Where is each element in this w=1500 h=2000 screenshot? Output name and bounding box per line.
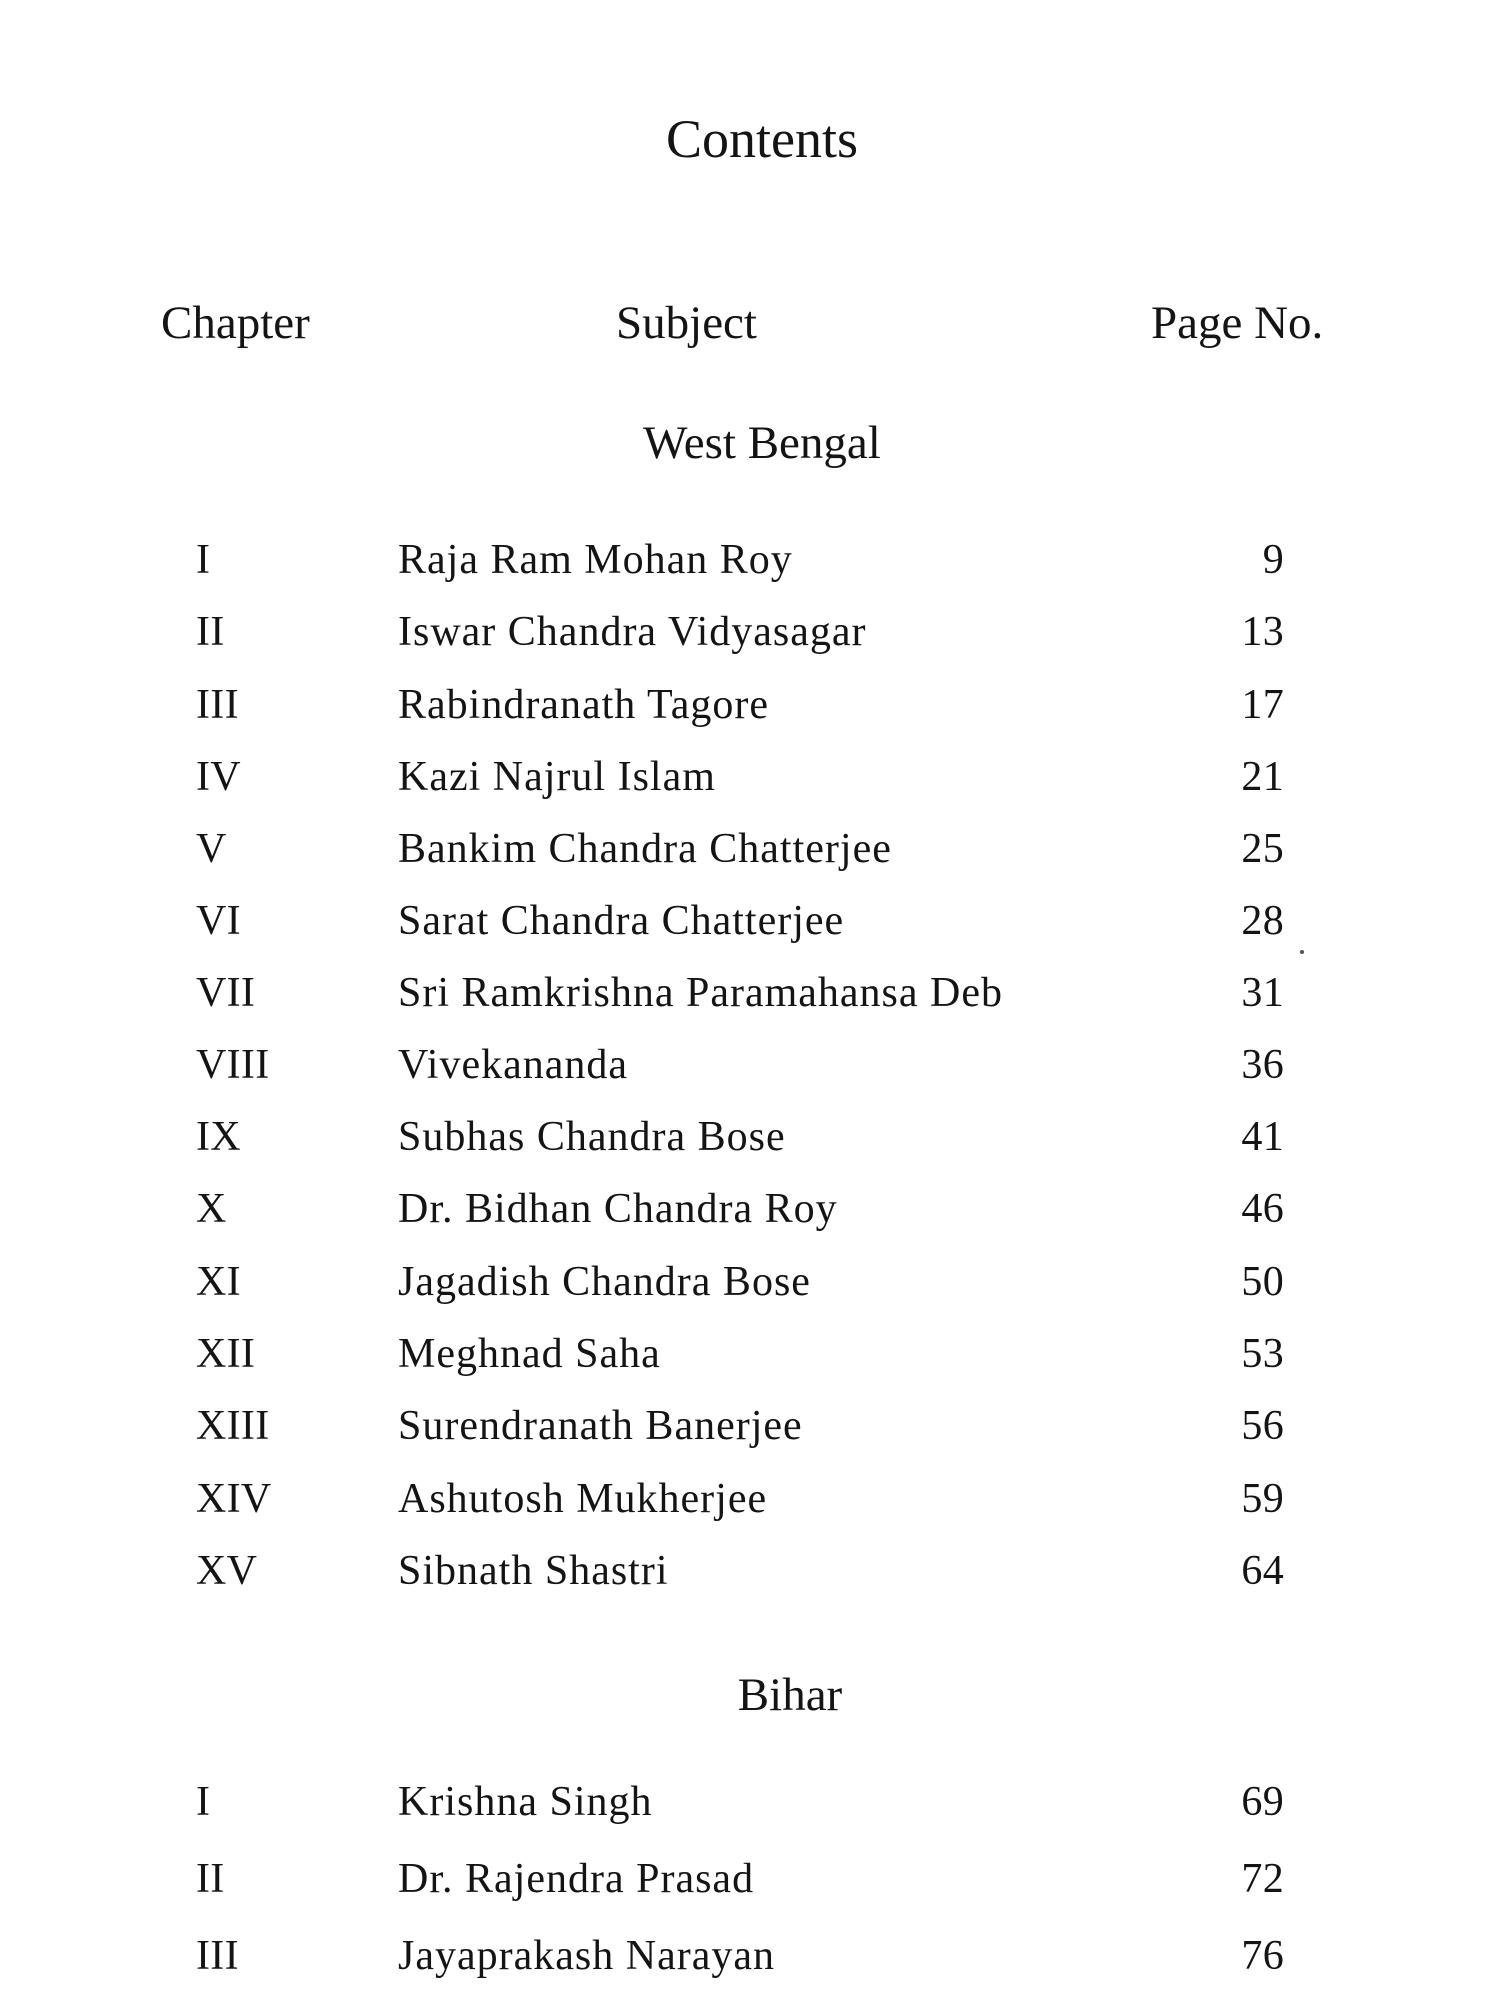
chapter-subject: Sarat Chandra Chatterjee	[398, 898, 845, 944]
toc-row	[0, 681, 1500, 741]
chapter-subject: Kazi Najrul Islam	[398, 754, 716, 800]
toc-row	[0, 1932, 1500, 1992]
page-number: 41	[1241, 1114, 1284, 1160]
page-number: 46	[1241, 1186, 1284, 1232]
chapter-subject: Vivekananda	[398, 1042, 629, 1088]
toc-row	[0, 1258, 1500, 1318]
page-number: 76	[1241, 1933, 1284, 1979]
chapter-number: IX	[196, 1114, 241, 1160]
chapter-number: VI	[196, 898, 241, 944]
chapter-subject: Rabindranath Tagore	[398, 682, 769, 728]
print-speck	[1300, 950, 1304, 954]
page-number: 64	[1241, 1548, 1284, 1594]
page-number: 59	[1241, 1476, 1284, 1522]
chapter-number: XV	[196, 1548, 258, 1594]
chapter-number: V	[196, 826, 227, 872]
toc-row	[0, 608, 1500, 668]
chapter-number: XI	[196, 1259, 241, 1305]
toc-row	[0, 536, 1500, 596]
page-number: 72	[1241, 1856, 1284, 1902]
chapter-number: I	[196, 537, 211, 583]
toc-row	[0, 1778, 1500, 1838]
chapter-subject: Surendranath Banerjee	[398, 1403, 803, 1449]
toc-row	[0, 897, 1500, 957]
page-number: 36	[1241, 1042, 1284, 1088]
chapter-number: II	[196, 1856, 225, 1902]
column-header-subject: Subject	[616, 297, 757, 349]
chapter-subject: Krishna Singh	[398, 1779, 653, 1825]
page-number: 28	[1241, 898, 1284, 944]
page-number: 9	[1262, 537, 1284, 583]
chapter-number: VIII	[196, 1042, 270, 1088]
chapter-number: XIII	[196, 1403, 270, 1449]
page-number: 17	[1241, 682, 1284, 728]
chapter-subject: Raja Ram Mohan Roy	[398, 537, 793, 583]
page-number: 69	[1241, 1779, 1284, 1825]
toc-row	[0, 825, 1500, 885]
page-number: 25	[1241, 826, 1284, 872]
chapter-number: XII	[196, 1331, 256, 1377]
chapter-number: VII	[196, 970, 256, 1016]
toc-row	[0, 1547, 1500, 1607]
toc-row	[0, 1185, 1500, 1245]
page-number: 31	[1241, 970, 1284, 1016]
toc-row	[0, 1330, 1500, 1390]
chapter-subject: Sri Ramkrishna Paramahansa Deb	[398, 970, 1004, 1016]
chapter-subject: Bankim Chandra Chatterjee	[398, 826, 892, 872]
chapter-subject: Subhas Chandra Bose	[398, 1114, 786, 1160]
chapter-subject: Meghnad Saha	[398, 1331, 661, 1377]
chapter-subject: Dr. Rajendra Prasad	[398, 1856, 755, 1902]
toc-row	[0, 753, 1500, 813]
chapter-subject: Ashutosh Mukherjee	[398, 1476, 768, 1522]
chapter-subject: Dr. Bidhan Chandra Roy	[398, 1186, 838, 1232]
toc-row	[0, 1475, 1500, 1535]
page-number: 56	[1241, 1403, 1284, 1449]
chapter-subject: Iswar Chandra Vidyasagar	[398, 609, 867, 655]
toc-row	[0, 1041, 1500, 1101]
chapter-number: III	[196, 1933, 239, 1979]
chapter-number: III	[196, 682, 239, 728]
page-number: 50	[1241, 1259, 1284, 1305]
chapter-subject: Sibnath Shastri	[398, 1548, 669, 1594]
chapter-number: IV	[196, 754, 241, 800]
page-number: 13	[1241, 609, 1284, 655]
toc-row	[0, 969, 1500, 1029]
column-header-chapter: Chapter	[161, 297, 310, 349]
section-heading-bihar: Bihar	[737, 1669, 843, 1721]
toc-row	[0, 1402, 1500, 1462]
page-number: 53	[1241, 1331, 1284, 1377]
column-header-page: Page No.	[1151, 297, 1324, 349]
chapter-number: I	[196, 1779, 211, 1825]
chapter-number: X	[196, 1186, 227, 1232]
page-title: Contents	[665, 109, 858, 169]
chapter-subject: Jagadish Chandra Bose	[398, 1259, 811, 1305]
chapter-number: XIV	[196, 1476, 272, 1522]
chapter-number: II	[196, 609, 225, 655]
section-heading-west-bengal: West Bengal	[643, 417, 881, 469]
toc-row	[0, 1113, 1500, 1173]
chapter-subject: Jayaprakash Narayan	[398, 1933, 775, 1979]
page-number: 21	[1241, 754, 1284, 800]
toc-row	[0, 1855, 1500, 1915]
